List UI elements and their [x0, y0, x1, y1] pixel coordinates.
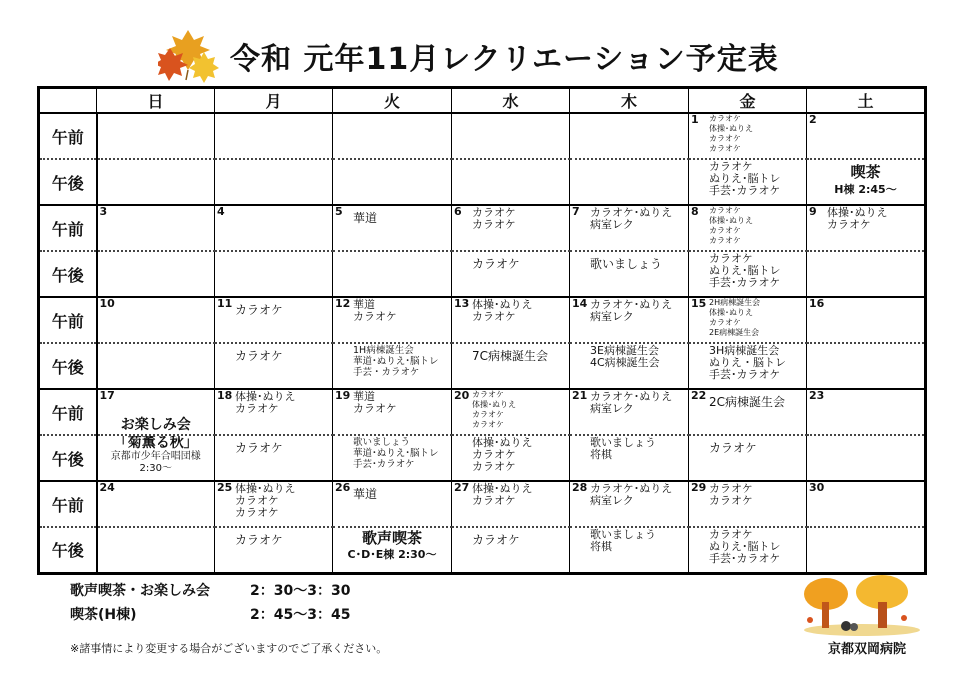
- week-1-am-row: [39, 113, 926, 159]
- day-cell: [570, 527, 689, 573]
- day-cell: [570, 481, 689, 527]
- event-list: [452, 252, 569, 271]
- day-cell: [452, 297, 570, 343]
- day-cell: [689, 481, 807, 527]
- event-item: 体操･ぬりえ: [709, 124, 753, 133]
- event-list: [333, 436, 451, 470]
- day-cell: [215, 343, 333, 389]
- day-cell: [97, 527, 215, 573]
- week-3-am-row: [39, 297, 926, 343]
- event-list: [689, 390, 806, 409]
- day-cell: [215, 113, 333, 159]
- event-item: カラオケ: [353, 310, 397, 323]
- event-list: [452, 298, 569, 323]
- weekday-header: 土: [807, 88, 926, 114]
- day-cell: [215, 527, 333, 573]
- event-item: カラオケ: [472, 420, 504, 429]
- week-4-pm-row: [39, 435, 926, 481]
- day-cell: [689, 113, 807, 159]
- event-item: カラオケ: [709, 482, 753, 495]
- morning-label: 午前: [39, 113, 97, 159]
- day-cell: [452, 481, 570, 527]
- kissa-event-detail: H棟 2:45～: [834, 183, 897, 196]
- day-cell: [807, 435, 926, 481]
- afternoon-label: 午後: [39, 251, 97, 297]
- day-cell: [807, 251, 926, 297]
- afternoon-label: 午後: [39, 343, 97, 389]
- event-list: [215, 344, 332, 363]
- date-number: 17: [99, 389, 115, 402]
- event-list: [215, 436, 332, 455]
- day-cell: [452, 159, 570, 205]
- week-5-am-row: [39, 481, 926, 527]
- date-number: 9: [809, 205, 817, 218]
- event-list: [452, 344, 569, 363]
- day-cell: [215, 435, 333, 481]
- event-list: [570, 344, 688, 369]
- event-item: カラオケ: [472, 494, 516, 507]
- day-cell: [570, 297, 689, 343]
- event-item: 歌いましょう: [353, 437, 411, 448]
- info-row: [70, 580, 351, 600]
- event-list: [215, 298, 332, 317]
- event-item: カラオケ･ぬりえ: [590, 482, 673, 495]
- weekday-header: 火: [333, 88, 452, 114]
- event-list: [570, 436, 688, 461]
- event-item: 2C病棟誕生会: [709, 395, 786, 409]
- date-number: 13: [454, 297, 470, 310]
- morning-label: 午前: [39, 481, 97, 527]
- day-cell: [97, 435, 215, 481]
- event-item: 華道: [353, 390, 375, 403]
- day-cell: [452, 389, 570, 435]
- day-cell: [570, 113, 689, 159]
- event-item: カラオケ: [472, 410, 504, 419]
- event-item: ぬりえ･脳トレ: [709, 172, 781, 185]
- day-cell: [215, 297, 333, 343]
- day-cell: [452, 435, 570, 481]
- week-1-pm-row: [39, 159, 926, 205]
- event-item: カラオケ: [235, 506, 279, 519]
- autumn-trees-icon: [800, 572, 920, 636]
- day-cell: [807, 297, 926, 343]
- event-item: 手芸･カラオケ: [709, 184, 781, 197]
- event-list: [333, 390, 451, 415]
- event-item: カラオケ: [235, 441, 283, 455]
- date-number: 20: [454, 389, 470, 402]
- event-item: カラオケ: [709, 252, 753, 265]
- event-item: カラオケ･ぬりえ: [590, 298, 673, 311]
- day-cell: [333, 481, 452, 527]
- date-number: 16: [809, 297, 825, 310]
- day-cell: [570, 343, 689, 389]
- date-number: 15: [691, 297, 707, 310]
- event-item: 1H病棟誕生会: [353, 345, 414, 356]
- event-item: カラオケ: [709, 206, 741, 215]
- day-cell: [570, 205, 689, 251]
- event-item: 3H病棟誕生会: [709, 344, 780, 357]
- day-cell: [807, 343, 926, 389]
- event-item: 2E病棟誕生会: [709, 328, 760, 337]
- event-list: [452, 390, 569, 430]
- event-list: [689, 528, 806, 565]
- week-3-pm-row: [39, 343, 926, 389]
- event-item: 3E病棟誕生会: [590, 344, 659, 357]
- event-item: 華道: [353, 211, 378, 225]
- event-item: カラオケ: [827, 218, 871, 231]
- event-item: カラオケ: [235, 349, 283, 363]
- event-item: カラオケ: [472, 533, 520, 547]
- info-time: 2：45～3：45: [250, 607, 351, 623]
- date-number: 12: [335, 297, 351, 310]
- day-cell: [807, 159, 926, 205]
- header-corner: [39, 88, 97, 114]
- event-item: 華道･ぬりえ･脳トレ: [353, 356, 439, 367]
- week-5-pm-row: [39, 527, 926, 573]
- day-cell: [215, 481, 333, 527]
- day-cell: [807, 481, 926, 527]
- day-cell: [215, 205, 333, 251]
- kiku-event-performer: 京都市少年合唱団様: [110, 451, 201, 462]
- date-number: 11: [217, 297, 233, 310]
- info-name: 歌声喫茶・お楽しみ会: [70, 583, 210, 599]
- event-item: カラオケ: [235, 402, 279, 415]
- page-title: 令和 元年11月レクリエーション予定表: [230, 42, 779, 77]
- otanoshimi-event-title: お楽しみ会: [120, 417, 191, 433]
- event-item: 手芸・カラオケ: [353, 367, 420, 378]
- weekday-header: 金: [689, 88, 807, 114]
- event-item: 体操･ぬりえ: [472, 482, 533, 495]
- event-item: カラオケ: [709, 144, 741, 153]
- event-list: [452, 528, 569, 547]
- event-item: カラオケ: [472, 206, 516, 219]
- event-item: ぬりえ･脳トレ: [709, 540, 781, 553]
- date-number: 7: [572, 205, 580, 218]
- date-number: 14: [572, 297, 588, 310]
- event-item: 病室レク: [590, 494, 634, 507]
- afternoon-label: 午後: [39, 159, 97, 205]
- day-cell: [97, 481, 215, 527]
- morning-label: 午前: [39, 297, 97, 343]
- event-item: 手芸･カラオケ: [709, 368, 781, 381]
- day-cell: [689, 435, 807, 481]
- event-item: 歌いましょう: [590, 436, 656, 449]
- date-number: 1: [691, 113, 699, 126]
- day-cell: [97, 297, 215, 343]
- event-item: 手芸･カラオケ: [709, 276, 781, 289]
- day-cell: [452, 343, 570, 389]
- event-item: 体操･ぬりえ: [472, 298, 533, 311]
- event-item: カラオケ: [709, 160, 753, 173]
- day-cell: [97, 113, 215, 159]
- day-cell: [689, 389, 807, 435]
- day-cell: [97, 251, 215, 297]
- event-item: カラオケ: [709, 441, 757, 455]
- event-list: [215, 482, 332, 519]
- date-number: 4: [217, 205, 225, 218]
- event-list: [689, 206, 806, 246]
- day-cell: [570, 251, 689, 297]
- event-list: [689, 482, 806, 507]
- day-cell: [97, 159, 215, 205]
- event-list: [333, 206, 451, 225]
- day-cell: [689, 251, 807, 297]
- event-item: 病室レク: [590, 218, 634, 231]
- date-number: 5: [335, 205, 343, 218]
- event-item: カラオケ: [709, 114, 741, 123]
- event-list: [333, 344, 451, 378]
- date-number: 8: [691, 205, 699, 218]
- calendar-table: [37, 86, 927, 575]
- autumn-leaves-icon: [158, 26, 220, 84]
- morning-label: 午前: [39, 205, 97, 251]
- event-list: [689, 436, 806, 455]
- event-list: [570, 298, 688, 323]
- event-item: カラオケ･ぬりえ: [590, 390, 673, 403]
- weekday-header: 木: [570, 88, 689, 114]
- day-cell: [333, 527, 452, 573]
- week-2-pm-row: [39, 251, 926, 297]
- day-cell: [570, 159, 689, 205]
- week-2-am-row: [39, 205, 926, 251]
- event-item: 華道･ぬりえ･脳トレ: [353, 448, 439, 459]
- event-list: [570, 528, 688, 553]
- day-cell: [333, 159, 452, 205]
- event-item: カラオケ: [235, 494, 279, 507]
- notice-text: ※諸事情により変更する場合がございますのでご了承ください。: [70, 642, 388, 655]
- afternoon-label: 午後: [39, 435, 97, 481]
- event-item: 体操･ぬりえ: [235, 390, 296, 403]
- info-row: [70, 604, 351, 624]
- event-item: カラオケ: [235, 303, 283, 317]
- day-cell: [452, 251, 570, 297]
- event-item: 将棋: [590, 448, 612, 461]
- day-cell: [452, 527, 570, 573]
- event-item: カラオケ: [472, 257, 520, 271]
- date-number: 19: [335, 389, 351, 402]
- date-number: 25: [217, 481, 233, 494]
- hospital-name: 京都双岡病院: [828, 642, 907, 657]
- day-cell: [570, 389, 689, 435]
- event-item: 手芸･カラオケ: [709, 552, 781, 565]
- event-list: [333, 298, 451, 323]
- utagoe-kissa-detail: C･D･E棟 2:30～: [347, 548, 437, 561]
- day-cell: [333, 251, 452, 297]
- event-list: [452, 436, 569, 473]
- event-item: カラオケ: [472, 310, 516, 323]
- day-cell: [689, 343, 807, 389]
- date-number: 27: [454, 481, 470, 494]
- date-number: 10: [99, 297, 115, 310]
- event-item: カラオケ: [709, 134, 741, 143]
- event-item: カラオケ: [472, 218, 516, 231]
- day-cell: [333, 113, 452, 159]
- event-item: 華道: [353, 487, 378, 501]
- event-item: 体操･ぬりえ: [472, 436, 533, 449]
- day-cell: [807, 205, 926, 251]
- date-number: 18: [217, 389, 233, 402]
- event-item: 体操･ぬりえ: [709, 216, 753, 225]
- event-item: カラオケ: [709, 236, 741, 245]
- day-cell: [333, 435, 452, 481]
- kiku-event-time: 2:30～: [139, 463, 172, 474]
- day-cell: [689, 527, 807, 573]
- event-list: [215, 390, 332, 415]
- event-item: カラオケ: [709, 528, 753, 541]
- event-list: [689, 298, 806, 338]
- event-list: [452, 482, 569, 507]
- day-cell: [97, 389, 215, 435]
- day-cell: [97, 343, 215, 389]
- date-number: 3: [99, 205, 108, 218]
- event-list: [570, 252, 688, 271]
- day-cell: [215, 159, 333, 205]
- day-cell: [689, 297, 807, 343]
- date-number: 30: [809, 481, 825, 494]
- day-cell: [452, 205, 570, 251]
- event-list: [570, 206, 688, 231]
- day-cell: [215, 251, 333, 297]
- kiku-event-title: 「菊薫る秋」: [113, 435, 198, 451]
- event-list: [570, 390, 688, 415]
- date-number: 6: [454, 205, 462, 218]
- weekday-header-row: [39, 88, 926, 114]
- event-item: カラオケ: [709, 494, 753, 507]
- event-list: [689, 252, 806, 289]
- date-number: 24: [99, 481, 115, 494]
- date-number: 28: [572, 481, 588, 494]
- date-number: 21: [572, 389, 588, 402]
- event-list: [689, 160, 806, 197]
- event-list: [452, 206, 569, 231]
- event-list: [689, 344, 806, 381]
- event-item: 歌いましょう: [590, 257, 663, 271]
- date-number: 2: [809, 113, 817, 126]
- event-item: カラオケ: [472, 448, 516, 461]
- info-time: 2：30～3：30: [250, 583, 351, 599]
- day-cell: [570, 435, 689, 481]
- event-item: 2H病棟誕生会: [709, 298, 761, 307]
- event-item: 歌いましょう: [590, 528, 656, 541]
- event-list: [333, 482, 451, 501]
- day-cell: [333, 389, 452, 435]
- event-item: カラオケ: [472, 460, 516, 473]
- event-list: [689, 114, 806, 154]
- event-item: 体操･ぬりえ: [709, 308, 753, 317]
- event-item: ぬりえ･脳トレ: [709, 264, 781, 277]
- weekday-header: 日: [97, 88, 215, 114]
- day-cell: [333, 343, 452, 389]
- event-item: 手芸･カラオケ: [353, 459, 415, 470]
- weekday-header: 水: [452, 88, 570, 114]
- day-cell: [689, 205, 807, 251]
- event-item: カラオケ: [472, 390, 504, 399]
- event-item: カラオケ･ぬりえ: [590, 206, 673, 219]
- day-cell: [333, 205, 452, 251]
- event-item: 病室レク: [590, 310, 634, 323]
- weekday-header: 月: [215, 88, 333, 114]
- kissa-event-title: 喫茶: [850, 163, 881, 181]
- utagoe-kissa-title: 歌声喫茶: [361, 529, 422, 547]
- info-name: 喫茶(H棟): [70, 607, 137, 623]
- week-4-am-row: [39, 389, 926, 435]
- date-number: 29: [691, 481, 707, 494]
- date-number: 22: [691, 389, 707, 402]
- event-item: カラオケ: [235, 533, 283, 547]
- date-number: 23: [809, 389, 825, 402]
- event-item: 体操･ぬりえ: [235, 482, 296, 495]
- day-cell: [689, 159, 807, 205]
- event-item: 病室レク: [590, 402, 634, 415]
- day-cell: [97, 205, 215, 251]
- event-list: [215, 528, 332, 547]
- afternoon-label: 午後: [39, 527, 97, 573]
- event-item: 体操･ぬりえ: [472, 400, 516, 409]
- event-item: カラオケ: [709, 318, 741, 327]
- event-item: ぬりえ・脳トレ: [709, 356, 786, 369]
- day-cell: [452, 113, 570, 159]
- event-list: [807, 206, 924, 231]
- event-item: 4C病棟誕生会: [590, 356, 660, 369]
- event-item: 7C病棟誕生会: [472, 349, 549, 363]
- day-cell: [215, 389, 333, 435]
- day-cell: [807, 389, 926, 435]
- event-item: カラオケ: [353, 402, 397, 415]
- day-cell: [807, 527, 926, 573]
- day-cell: [807, 113, 926, 159]
- event-item: カラオケ: [709, 226, 741, 235]
- event-item: 体操･ぬりえ: [827, 206, 888, 219]
- event-item: 将棋: [590, 540, 612, 553]
- day-cell: [333, 297, 452, 343]
- event-list: [570, 482, 688, 507]
- morning-label: 午前: [39, 389, 97, 435]
- event-item: 華道: [353, 298, 375, 311]
- date-number: 26: [335, 481, 351, 494]
